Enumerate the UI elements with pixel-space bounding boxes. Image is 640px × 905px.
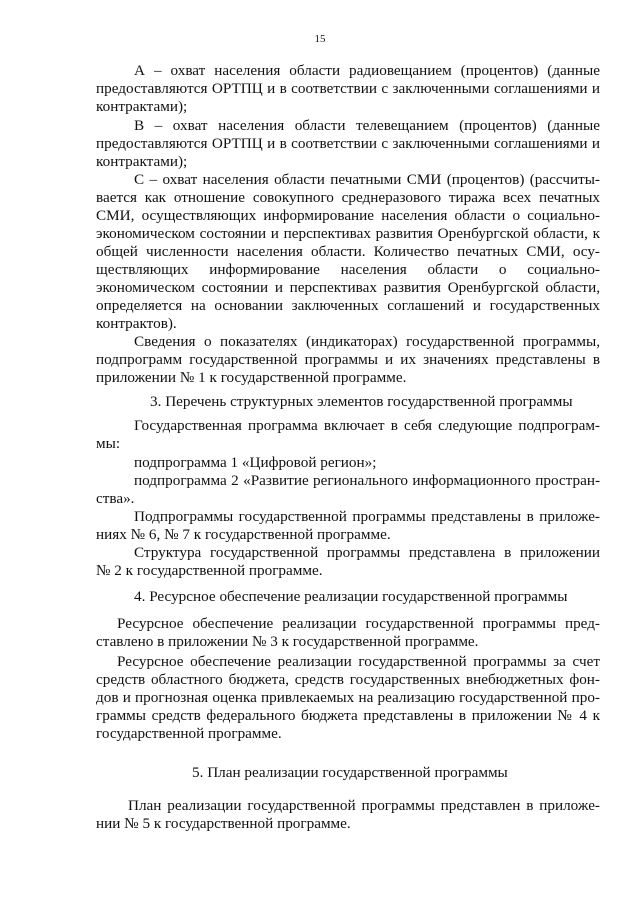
text-line: № 2 к государственной программе. xyxy=(96,562,323,579)
text-line: вается как отношение совокупного среднеразового тиража всех печатных xyxy=(96,189,600,206)
text-line: План реализации государственной программы представлен в приложе- xyxy=(128,797,600,814)
text-line: экономическом состоянии и перспективах развития Оренбургской области, xyxy=(96,279,600,296)
text-line: Государственная программа включает в себя следующие подпрограм- xyxy=(134,417,600,434)
text-line: ществляющих информирование населения области о социально- xyxy=(96,261,600,278)
text-line: С – охват населения области печатными СМИ (процентов) (рассчиты- xyxy=(134,171,600,188)
text-line: нии № 5 к государственной программе. xyxy=(96,815,351,832)
text-line: А – охват населения области радиовещанием (процентов) (данные xyxy=(134,62,600,79)
text-line: Структура государственной программы представлена в приложении xyxy=(134,544,600,561)
text-line: Ресурсное обеспечение реализации государственной программы пред- xyxy=(117,615,600,632)
text-line: контрактами); xyxy=(96,153,188,170)
text-line: ниях № 6, № 7 к государственной программе. xyxy=(96,526,391,543)
text-line: подпрограмма 2 «Развитие регионального информационного простран- xyxy=(134,472,600,489)
text-line: предоставляются ОРТПЦ и в соответствии с заключенными соглашениями и xyxy=(96,135,600,152)
text-line: контрактами); xyxy=(96,98,188,115)
section-heading-3: 3. Перечень структурных элементов государственной программы xyxy=(150,393,573,410)
text-line: подпрограмм государственной программы и их значениях представлены в xyxy=(96,351,600,368)
text-line: СМИ, осуществляющих информирование населения области о социально- xyxy=(96,207,600,224)
text-line: приложении № 1 к государственной программе. xyxy=(96,369,407,386)
subprogram-1: подпрограмма 1 «Цифровой регион»; xyxy=(134,454,377,471)
text-line: предоставляются ОРТПЦ и в соответствии с заключенными соглашениями и xyxy=(96,80,600,97)
text-line: определяется на основании заключенных соглашений и государственных xyxy=(96,297,600,314)
text-line: экономическом состоянии и перспективах развития Оренбургской области, к xyxy=(96,225,600,242)
text-line: Сведения о показателях (индикаторах) государственной программы, xyxy=(134,333,600,350)
text-line: мы: xyxy=(96,435,121,452)
text-line: государственной программе. xyxy=(96,725,282,742)
text-line: ства». xyxy=(96,490,135,507)
text-line: Ресурсное обеспечение реализации государственной программы за счет xyxy=(117,653,600,670)
text-line: средств областного бюджета, средств государственных внебюджетных фон- xyxy=(96,671,600,688)
text-line: Подпрограммы государственной программы представлены в приложе- xyxy=(134,508,600,525)
text-line: общей численности населения области. Количество печатных СМИ, осу- xyxy=(96,243,600,260)
text-line: граммы средств федерального бюджета представлены в приложении № 4 к xyxy=(96,707,600,724)
text-line: дов и прогнозная оценка привлекаемых на реализацию государственной про- xyxy=(96,689,600,706)
text-line: ставлено в приложении № 3 к государственной программе. xyxy=(96,633,479,650)
page-number: 15 xyxy=(314,33,326,45)
section-heading-4: 4. Ресурсное обеспечение реализации государственной программы xyxy=(134,588,568,605)
text-line: контрактов). xyxy=(96,315,177,332)
section-heading-5: 5. План реализации государственной программы xyxy=(192,764,508,781)
text-line: В – охват населения области телевещанием (процентов) (данные xyxy=(134,117,600,134)
